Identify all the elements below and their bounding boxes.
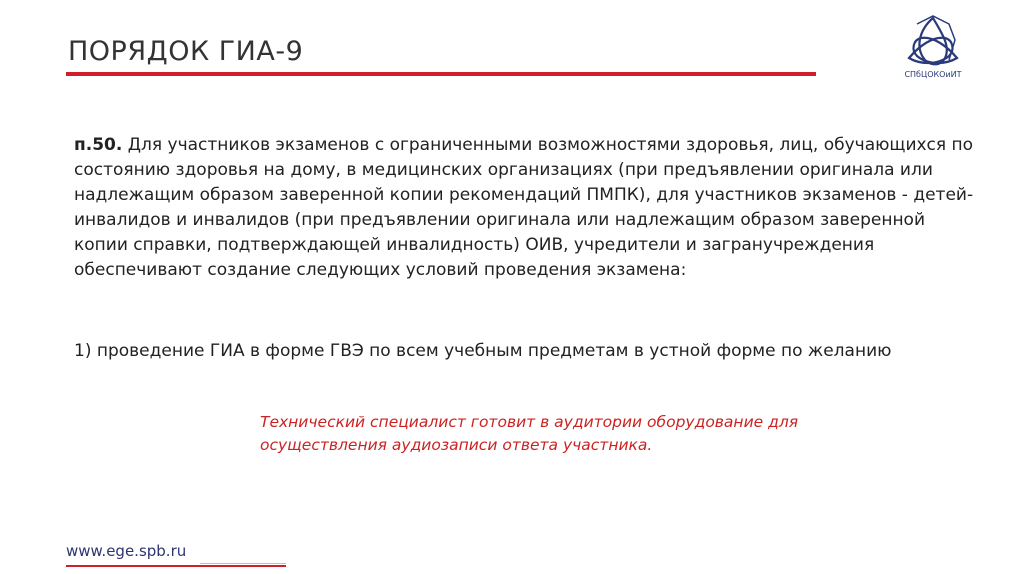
logo bbox=[897, 14, 969, 84]
title-underline bbox=[66, 72, 816, 76]
logo-caption: СПбЦОКОиИТ bbox=[904, 70, 962, 79]
highlight-note: Технический специалист готовит в аудитории оборудование для осуществления аудиозаписи ответа участника. bbox=[260, 413, 799, 454]
paragraph-number: п.50. bbox=[74, 135, 123, 155]
main-paragraph bbox=[74, 133, 974, 283]
footer-link[interactable]: www.ege.spb.ru bbox=[66, 542, 187, 560]
footer-underline-faint bbox=[200, 563, 286, 564]
triquetra-logo-icon bbox=[901, 14, 965, 70]
footer-underline bbox=[66, 565, 286, 567]
slide-title: ПОРЯДОК ГИА-9 bbox=[68, 36, 304, 67]
paragraph-text: Для участников экзаменов с ограниченными возможностями здоровья, лиц, обучающихся по состоянию здоровья на дому, в медицинских организациях (при предъявлении оригинала или надлежащим образом заверенной копии рекомендаций ПМПК), для участников экзаменов - детей-инвалидов и инвалидов (при предъявлении оригинала или надлежащим образом заверенной копии справки, подтверждающей инвалидность) ОИВ, учредители и загранучреждения обеспечивают создание следующих условий проведения экзамена: bbox=[74, 135, 974, 280]
condition-item: 1) проведение ГИА в форме ГВЭ по всем учебным предметам в устной форме по желанию bbox=[74, 341, 892, 361]
